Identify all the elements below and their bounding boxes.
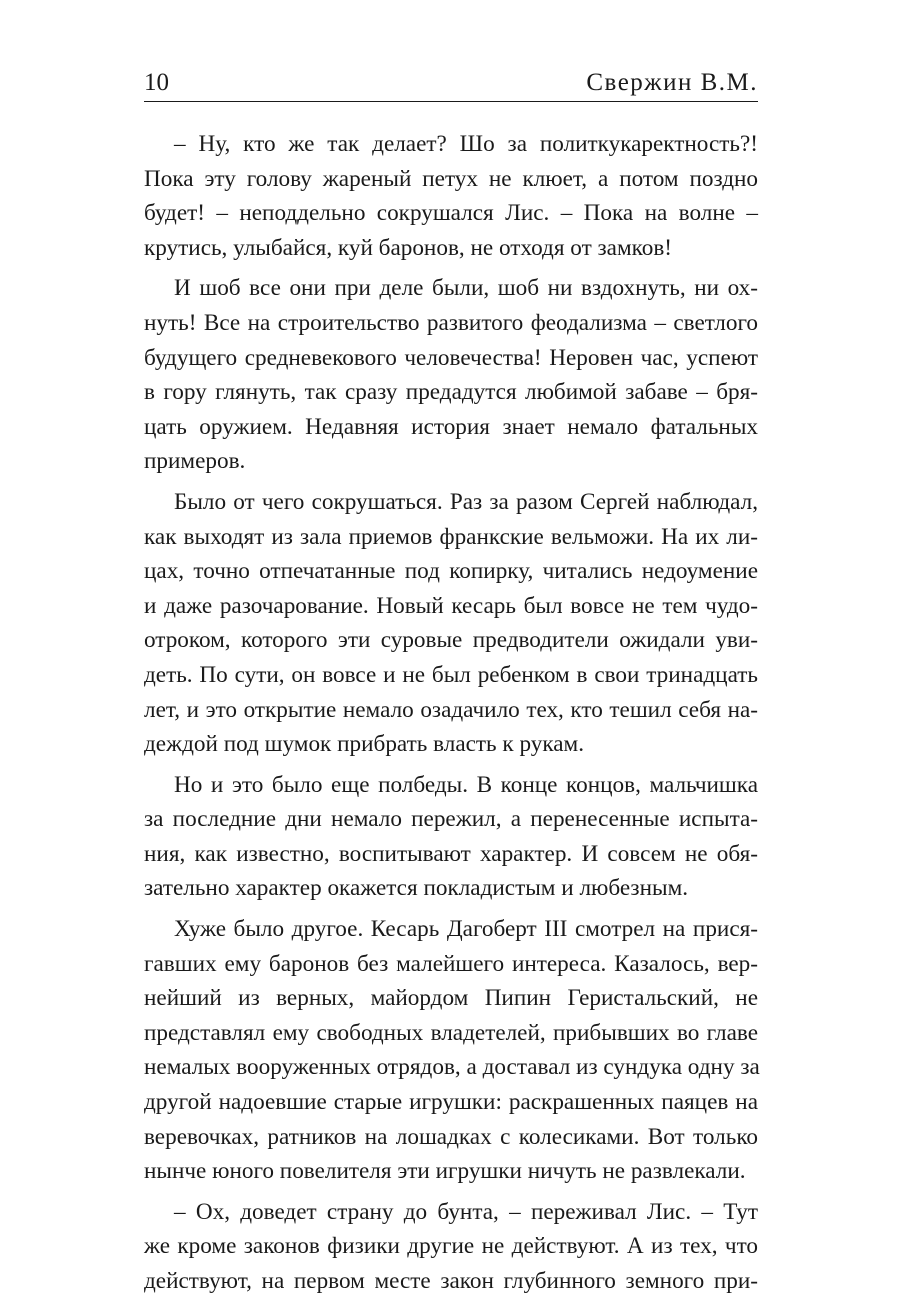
text-line: отроком, которого эти суровые предводители ожидали уви- [144,627,758,654]
text-line: нуть! Все на строительство развитого феодализма – светлого [144,309,758,336]
text-line: Но и это было еще полбеды. В конце концов, мальчишка [174,771,758,798]
text-line: будущего средневекового человечества! Неровен час, успеют [144,344,758,371]
text-line: как выходят из зала приемов франкские вельможи. На их ли- [144,523,758,550]
text-line: за последние дни немало пережил, а перенесенные испыта- [144,806,758,833]
text-line: нейший из верных, майордом Пипин Геристальский, не [144,985,758,1012]
text-line: гавших ему баронов без малейшего интереса. Казалось, вер- [144,950,758,977]
paragraph [144,271,758,479]
text-line: представлял ему свободных владетелей, прибывших во главе [144,1019,758,1046]
text-line: примеров. [144,448,246,475]
text-line: будет! – неподдельно сокрушался Лис. – Пока на волне – [144,200,758,227]
page-number: 10 [144,69,169,96]
running-header [144,66,758,102]
text-line: Пока эту голову жареный петух не клюет, а потом поздно [144,165,758,192]
text-line: деждой под шумок прибрать власть к рукам. [144,731,585,758]
text-line: в гору глянуть, так сразу предадутся любимой забаве – бря- [144,379,758,406]
paragraph [144,912,758,1189]
text-line: другой надоевшие старые игрушки: раскрашенных паяцев на [144,1089,758,1116]
text-line: ния, как известно, воспитывают характер. И совсем не обя- [144,840,758,867]
text-line: нынче юного повелителя эти игрушки ничуть не развлекали. [144,1158,746,1185]
text-line: – Ох, доведет страну до бунта, – переживал Лис. – Тут [174,1198,758,1225]
text-line: веревочках, ратников на лошадках с колесиками. Вот только [144,1123,758,1150]
running-head-author: Свержин В.М. [586,69,758,96]
paragraph [144,127,758,265]
paragraph [144,768,758,906]
text-line: действуют, на первом месте закон глубинного земного при- [144,1268,758,1294]
text-line: цах, точно отпечатанные под копирку, читались недоумение [144,558,758,585]
paragraph [144,1195,758,1299]
text-line: деть. По сути, он вовсе и не был ребенком в свои тринадцать [144,661,758,688]
text-line: – Ну, кто же так делает? Шо за политкукаректность?! [174,131,758,157]
text-line: же кроме законов физики другие не действуют. А из тех, что [144,1233,758,1260]
text-line: крутись, улыбайся, куй баронов, не отходя от замков! [144,234,672,261]
text-line: лет, и это открытие немало озадачило тех, кто тешил себя на- [144,696,758,723]
text-line: Хуже было другое. Кесарь Дагоберт III смотрел на прися- [174,916,758,943]
paragraph [144,485,758,762]
body-text [144,127,758,1305]
text-line: зательно характер окажется покладистым и любезным. [144,875,689,902]
text-line: цать оружием. Недавняя история знает немало фатальных [144,413,758,440]
text-line: И шоб все они при деле были, шоб ни вздохнуть, ни ох- [174,275,758,302]
text-line: Было от чего сокрушаться. Раз за разом Сергей наблюдал, [174,488,758,515]
text-line: немалых вооруженных отрядов, а доставал из сундука одну за [144,1054,760,1081]
text-line: и даже разочарование. Новый кесарь был вовсе не тем чудо- [144,592,758,619]
